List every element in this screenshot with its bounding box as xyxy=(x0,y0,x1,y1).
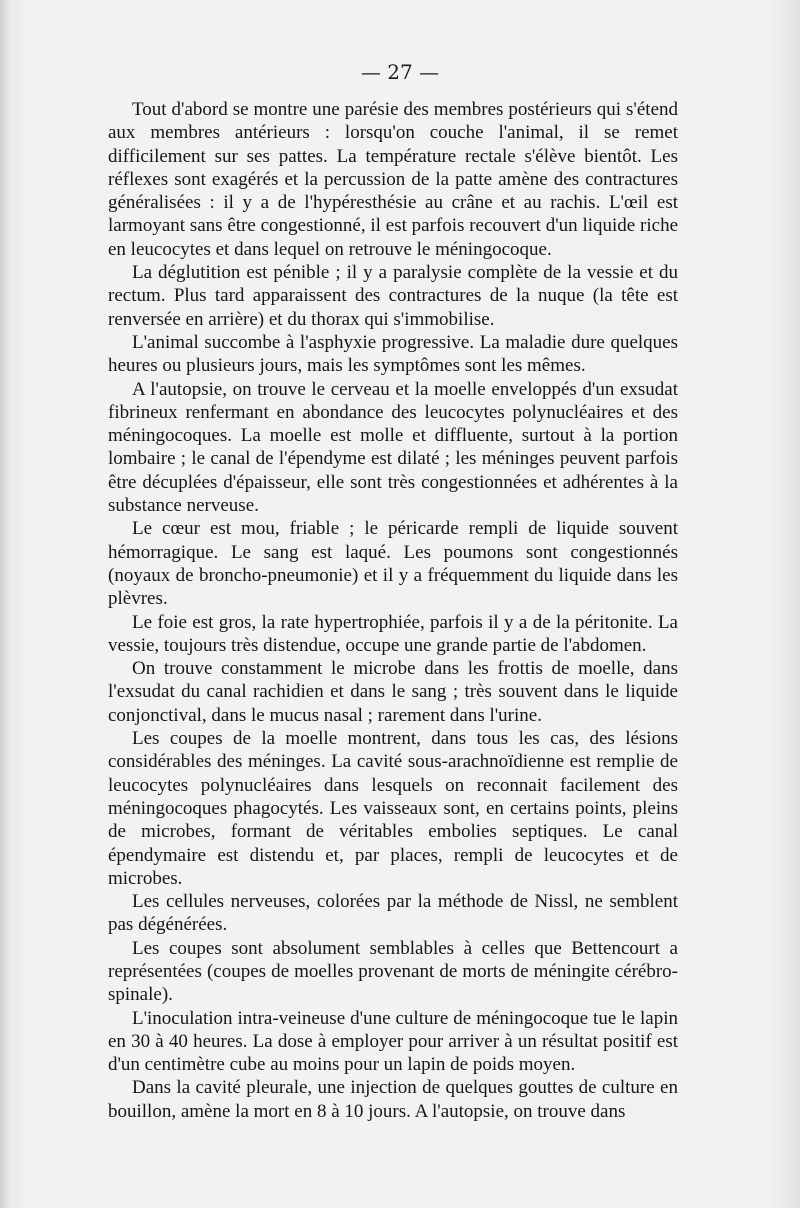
paragraph-nerve-cells: Les cellules nerveuses, colorées par la méthode de Nissl, ne semblent pas dégénérées. xyxy=(108,891,678,936)
paragraph-autopsy: A l'autopsie, on trouve le cerveau et la moelle enveloppés d'un exsudat fibrineux renfermant en abondance des leucocytes polynucléaires et des méningocoques. La moelle est molle et diffluente, surtout à la portion lombaire ; le canal de l'épendyme est dilaté ; les méninges peuvent parfois être décuplées d'épaisseur, elle sont très congestionnées et adhérentes à la substance nerveuse. xyxy=(108,378,678,517)
paragraph-heart: Le cœur est mou, friable ; le péricarde rempli de liquide souvent hémorragique. Le sang est laqué. Les poumons sont congestionnés (noyaux de broncho-pneumonie) et il y a fréquemment du liquide dans les plèvres. xyxy=(108,518,678,610)
paragraph-symptoms: Tout d'abord se montre une parésie des membres postérieurs qui s'étend aux membres antérieurs : lorsqu'on couche l'animal, il se remet difficilement sur ses pattes. La température rectale s'élève bientôt. Les réflexes sont exagérés et la percussion de la patte amène des contractures généralisées : il y a de l'hypéresthésie au crâne et au rachis. L'œil est larmoyant sans être congestionné, il est parfois recouvert d'un liquide riche en leucocytes et dans lequel on retrouve le méningocoque. xyxy=(108,99,678,260)
paragraph-microbe: On trouve constamment le microbe dans les frottis de moelle, dans l'exsudat du canal rachidien et dans le sang ; très souvent dans le liquide conjonctival, dans le mucus nasal ; rarement dans l'urine. xyxy=(108,658,678,726)
paragraph-liver: Le foie est gros, la rate hypertrophiée, parfois il y a de la péritonite. La vessie, toujours très distendue, occupe une grande partie de l'abdomen. xyxy=(108,611,678,656)
paragraph-asphyxia: L'animal succombe à l'asphyxie progressive. La maladie dure quelques heures ou plusieurs jours, mais les symptômes sont les mêmes. xyxy=(108,331,678,377)
body-text xyxy=(108,98,678,1123)
page-number: — 27 — xyxy=(360,60,440,84)
paragraph-pleural: Dans la cavité pleurale, une injection de quelques gouttes de culture en bouillon, amène la mort en 8 à 10 jours. A l'autopsie, on trouve dans xyxy=(108,1077,678,1122)
paragraph-deglutition: La déglutition est pénible ; il y a paralysie complète de la vessie et du rectum. Plus tard apparaissent des contractures de la nuque (la tête est renversée en arrière) et du thorax qui s'immobilise. xyxy=(108,262,678,330)
page-edge-shadow xyxy=(0,0,10,1208)
paragraph-inoculation: L'inoculation intra-veineuse d'une culture de méningocoque tue le lapin en 30 à 40 heures. La dose à employer pour arriver à un résultat positif est d'un centimètre cube au moins pour un lapin de poids moyen. xyxy=(108,1007,678,1076)
paragraph-sections: Les coupes de la moelle montrent, dans tous les cas, des lésions considérables des méninges. La cavité sous-arachnoïdienne est remplie de leucocytes polynucléaires dans lesquels on reconnait facilement des méningocoques phagocytés. Les vaisseaux sont, en certains points, pleins de microbes, formant de véritables embolies septiques. Le canal épendymaire est distendu et, par places, rempli de leucocytes et de microbes. xyxy=(108,728,678,889)
paragraph-bettencourt: Les coupes sont absolument semblables à celles que Bettencourt a représentées (coupes de moelles provenant de morts de méningite cérébro-spinale). xyxy=(108,937,678,1006)
